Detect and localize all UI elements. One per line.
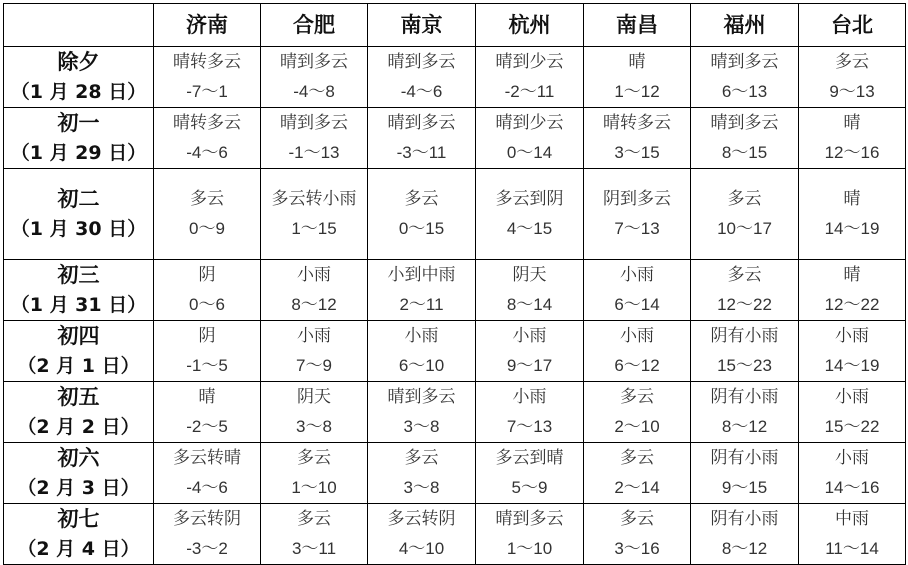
forecast-cell xyxy=(584,169,691,260)
temperature-range: 2～10 xyxy=(614,417,660,436)
forecast-cell xyxy=(261,108,368,169)
weather-condition: 多云 xyxy=(620,387,654,407)
weather-condition: 小雨 xyxy=(835,326,869,346)
city-header-fuzhou: 福州 xyxy=(691,4,799,47)
temperature-range: 7～13 xyxy=(614,219,660,238)
temperature-range: 0～14 xyxy=(506,143,553,162)
weather-condition: 晴 xyxy=(198,387,216,407)
weather-condition: 多云转阴 xyxy=(173,509,241,529)
forecast-cell xyxy=(154,47,261,108)
forecast-cell xyxy=(368,260,476,321)
forecast-cell xyxy=(368,443,476,504)
temperature-range: 3～15 xyxy=(614,143,660,162)
temperature-range: 8～12 xyxy=(721,539,768,558)
temperature-range: 12～22 xyxy=(824,295,880,314)
weather-condition: 多云 xyxy=(620,448,654,468)
weather-condition: 多云 xyxy=(297,448,331,468)
forecast-cell xyxy=(368,504,476,565)
temperature-range: 14～19 xyxy=(824,356,880,375)
weather-condition: 晴到多云 xyxy=(387,113,456,133)
day-name: 初一 xyxy=(57,111,100,135)
temperature-range: 7～13 xyxy=(506,417,553,436)
forecast-cell xyxy=(691,108,799,169)
corner-cell xyxy=(4,4,154,47)
forecast-cell xyxy=(261,504,368,565)
table-row xyxy=(4,504,906,565)
weather-condition: 晴到多云 xyxy=(387,52,456,72)
city-header-hefei: 合肥 xyxy=(261,4,368,47)
table-row xyxy=(4,169,906,260)
weather-condition: 多云转小雨 xyxy=(271,189,357,209)
day-cell xyxy=(4,443,154,504)
temperature-range: 4～10 xyxy=(398,539,445,558)
day-date: （1 月 29 日） xyxy=(10,142,147,164)
weather-condition: 小雨 xyxy=(297,326,331,346)
forecast-cell xyxy=(261,382,368,443)
forecast-cell xyxy=(584,382,691,443)
temperature-range: 8～15 xyxy=(721,143,768,162)
weather-condition: 晴到多云 xyxy=(495,509,564,529)
forecast-cell xyxy=(584,108,691,169)
day-date: （1 月 28 日） xyxy=(10,81,147,103)
temperature-range: 0～9 xyxy=(189,219,225,238)
temperature-range: 9～13 xyxy=(829,82,875,101)
forecast-cell xyxy=(691,504,799,565)
weather-condition: 多云 xyxy=(404,189,439,209)
temperature-range: 0～6 xyxy=(189,295,225,314)
city-header-nanchang: 南昌 xyxy=(584,4,691,47)
temperature-range: 9～15 xyxy=(721,478,768,497)
weather-condition: 小雨 xyxy=(620,265,654,285)
forecast-cell xyxy=(476,260,584,321)
temperature-range: -1～5 xyxy=(186,356,228,375)
day-name: 初七 xyxy=(57,507,100,531)
weather-condition: 阴 xyxy=(198,265,216,285)
temperature-range: 1～12 xyxy=(614,82,660,101)
day-date: （1 月 30 日） xyxy=(10,218,147,240)
forecast-cell xyxy=(799,47,906,108)
weather-condition: 中雨 xyxy=(835,509,869,529)
temperature-range: -4～6 xyxy=(186,143,228,162)
weather-condition: 多云 xyxy=(404,448,439,468)
weather-condition: 多云 xyxy=(190,189,224,209)
day-date: （2 月 1 日） xyxy=(17,355,140,377)
temperature-range: 9～17 xyxy=(506,356,553,375)
temperature-range: 2～14 xyxy=(614,478,660,497)
forecast-cell xyxy=(584,443,691,504)
weather-condition: 小雨 xyxy=(835,448,869,468)
header-row xyxy=(4,4,906,47)
table-body xyxy=(4,47,906,565)
day-cell xyxy=(4,260,154,321)
temperature-range: -1～13 xyxy=(288,143,340,162)
forecast-cell xyxy=(476,443,584,504)
temperature-range: 7～9 xyxy=(296,356,332,375)
weather-condition: 小到中雨 xyxy=(387,265,456,285)
forecast-cell xyxy=(691,443,799,504)
weather-condition: 阴有小雨 xyxy=(710,326,779,346)
weather-condition: 多云转晴 xyxy=(173,448,241,468)
temperature-range: 0～15 xyxy=(398,219,445,238)
weather-condition: 晴到多云 xyxy=(710,113,779,133)
temperature-range: 1～10 xyxy=(506,539,553,558)
temperature-range: 3～11 xyxy=(291,539,337,558)
day-name: 初三 xyxy=(57,263,100,287)
table-row xyxy=(4,260,906,321)
table-row xyxy=(4,443,906,504)
weather-condition: 晴转多云 xyxy=(173,113,241,133)
weather-condition: 阴有小雨 xyxy=(710,448,779,468)
temperature-range: -4～8 xyxy=(293,82,335,101)
weather-condition: 阴有小雨 xyxy=(710,509,779,529)
holiday-weather-table xyxy=(3,3,906,565)
weather-condition: 多云到阴 xyxy=(495,189,564,209)
forecast-cell xyxy=(368,169,476,260)
city-header-hangzhou: 杭州 xyxy=(476,4,584,47)
temperature-range: -4～6 xyxy=(186,478,228,497)
weather-condition: 晴 xyxy=(843,189,861,209)
temperature-range: 6～13 xyxy=(721,82,768,101)
forecast-cell xyxy=(476,321,584,382)
weather-condition: 晴到少云 xyxy=(495,113,564,133)
day-name: 初五 xyxy=(57,385,100,409)
day-cell xyxy=(4,504,154,565)
forecast-cell xyxy=(261,321,368,382)
forecast-cell xyxy=(368,108,476,169)
weather-condition: 晴到多云 xyxy=(280,52,348,72)
day-cell xyxy=(4,108,154,169)
forecast-cell xyxy=(368,321,476,382)
forecast-cell xyxy=(154,382,261,443)
day-name: 除夕 xyxy=(57,50,100,74)
day-name: 初二 xyxy=(57,187,100,211)
weather-condition: 多云到晴 xyxy=(495,448,564,468)
forecast-cell xyxy=(691,382,799,443)
temperature-range: 14～16 xyxy=(824,478,880,497)
forecast-cell xyxy=(154,169,261,260)
forecast-cell xyxy=(368,47,476,108)
forecast-cell xyxy=(261,260,368,321)
weather-condition: 晴 xyxy=(628,52,646,72)
temperature-range: 12～22 xyxy=(717,295,772,314)
weather-condition: 晴转多云 xyxy=(173,52,241,72)
temperature-range: 1～10 xyxy=(291,478,337,497)
temperature-range: 3～8 xyxy=(403,417,440,436)
temperature-range: 6～10 xyxy=(398,356,445,375)
table-row xyxy=(4,108,906,169)
weather-condition: 小雨 xyxy=(835,387,869,407)
forecast-cell xyxy=(691,260,799,321)
day-name: 初六 xyxy=(57,446,100,470)
weather-condition: 阴天 xyxy=(297,387,331,407)
day-date: （2 月 3 日） xyxy=(17,477,140,499)
forecast-cell xyxy=(691,47,799,108)
forecast-cell xyxy=(154,504,261,565)
forecast-cell xyxy=(476,108,584,169)
temperature-range: 8～12 xyxy=(291,295,337,314)
temperature-range: -3～2 xyxy=(186,539,228,558)
forecast-cell xyxy=(476,47,584,108)
table-row xyxy=(4,321,906,382)
forecast-cell xyxy=(584,504,691,565)
day-cell xyxy=(4,169,154,260)
weather-condition: 晴到少云 xyxy=(495,52,564,72)
forecast-cell xyxy=(799,321,906,382)
temperature-range: 3～8 xyxy=(296,417,332,436)
city-header-jinan: 济南 xyxy=(154,4,261,47)
weather-condition: 晴 xyxy=(843,113,861,133)
temperature-range: 1～15 xyxy=(291,219,337,238)
forecast-cell xyxy=(584,321,691,382)
day-cell xyxy=(4,47,154,108)
forecast-cell xyxy=(261,47,368,108)
temperature-range: -4～6 xyxy=(400,82,443,101)
weather-condition: 晴到多云 xyxy=(387,387,456,407)
day-name: 初四 xyxy=(57,324,100,348)
forecast-cell xyxy=(154,108,261,169)
table-row xyxy=(4,382,906,443)
forecast-cell xyxy=(368,382,476,443)
temperature-range: 6～14 xyxy=(614,295,660,314)
forecast-cell xyxy=(476,382,584,443)
day-date: （2 月 2 日） xyxy=(17,416,140,438)
temperature-range: 10～17 xyxy=(717,219,772,238)
weather-condition: 多云转阴 xyxy=(387,509,456,529)
temperature-range: 8～12 xyxy=(721,417,768,436)
day-cell xyxy=(4,321,154,382)
day-cell xyxy=(4,382,154,443)
temperature-range: 6～12 xyxy=(614,356,660,375)
weather-condition: 阴 xyxy=(198,326,216,346)
forecast-cell xyxy=(584,260,691,321)
forecast-cell xyxy=(799,169,906,260)
temperature-range: 12～16 xyxy=(824,143,880,162)
forecast-cell xyxy=(799,260,906,321)
day-date: （2 月 4 日） xyxy=(17,538,140,560)
weather-condition: 阴有小雨 xyxy=(710,387,779,407)
weather-condition: 多云 xyxy=(835,52,869,72)
temperature-range: 4～15 xyxy=(506,219,553,238)
temperature-range: 8～14 xyxy=(506,295,553,314)
forecast-cell xyxy=(799,108,906,169)
day-date: （1 月 31 日） xyxy=(10,294,147,316)
weather-condition: 小雨 xyxy=(620,326,654,346)
weather-condition: 晴到多云 xyxy=(710,52,779,72)
forecast-cell xyxy=(261,169,368,260)
city-header-nanjing: 南京 xyxy=(368,4,476,47)
weather-condition: 多云 xyxy=(727,189,762,209)
weather-condition: 多云 xyxy=(620,509,654,529)
temperature-range: 14～19 xyxy=(824,219,880,238)
table-header xyxy=(4,4,906,47)
city-header-taipei: 台北 xyxy=(799,4,906,47)
weather-condition: 小雨 xyxy=(512,387,547,407)
forecast-cell xyxy=(691,169,799,260)
forecast-cell xyxy=(154,321,261,382)
temperature-range: -2～5 xyxy=(186,417,228,436)
temperature-range: 3～8 xyxy=(403,478,440,497)
temperature-range: -3～11 xyxy=(396,143,447,162)
forecast-cell xyxy=(691,321,799,382)
table-row xyxy=(4,47,906,108)
forecast-cell xyxy=(799,382,906,443)
weather-condition: 小雨 xyxy=(297,265,331,285)
temperature-range: -2～11 xyxy=(504,82,555,101)
weather-condition: 多云 xyxy=(727,265,762,285)
weather-condition: 晴 xyxy=(843,265,861,285)
weather-condition: 晴转多云 xyxy=(603,113,671,133)
weather-condition: 小雨 xyxy=(512,326,547,346)
forecast-cell xyxy=(154,260,261,321)
forecast-cell xyxy=(261,443,368,504)
forecast-cell xyxy=(476,169,584,260)
weather-condition: 多云 xyxy=(297,509,331,529)
forecast-cell xyxy=(799,443,906,504)
weather-condition: 晴到多云 xyxy=(280,113,348,133)
forecast-cell xyxy=(584,47,691,108)
temperature-range: 11～14 xyxy=(825,539,879,558)
forecast-cell xyxy=(476,504,584,565)
weather-condition: 小雨 xyxy=(404,326,439,346)
temperature-range: -7～1 xyxy=(186,82,228,101)
weather-condition: 阴到多云 xyxy=(603,189,671,209)
forecast-cell xyxy=(799,504,906,565)
temperature-range: 15～23 xyxy=(717,356,772,375)
temperature-range: 2～11 xyxy=(399,295,444,314)
weather-condition: 阴天 xyxy=(512,265,547,285)
forecast-cell xyxy=(154,443,261,504)
temperature-range: 5～9 xyxy=(511,478,548,497)
temperature-range: 3～16 xyxy=(614,539,660,558)
temperature-range: 15～22 xyxy=(824,417,880,436)
